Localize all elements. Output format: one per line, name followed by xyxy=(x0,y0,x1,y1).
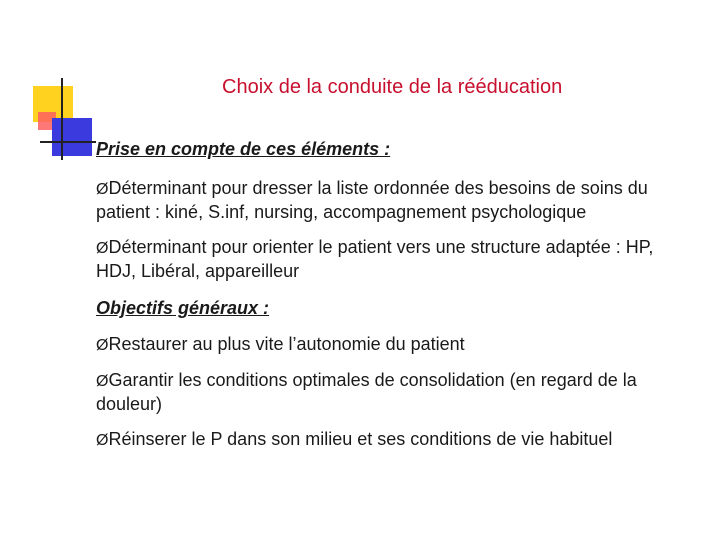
arrow-bullet-icon: Ø xyxy=(96,373,109,390)
arrow-bullet-icon: Ø xyxy=(96,181,109,198)
arrow-bullet-icon: Ø xyxy=(96,337,109,354)
bullet-item xyxy=(96,428,696,452)
arrow-bullet-icon: Ø xyxy=(96,432,109,449)
bullet-text: Déterminant pour dresser la liste ordonnée des besoins de soins du patient : kiné, S.inf, nursing, accompagnement psychologique xyxy=(96,178,648,222)
bullet-item xyxy=(96,333,696,357)
bullet-text: Déterminant pour orienter le patient vers une structure adaptée : HP, HDJ, Libéral, appareilleur xyxy=(96,237,654,281)
decor-horizontal-line xyxy=(40,141,96,143)
bullet-item xyxy=(96,177,696,224)
bullet-item xyxy=(96,236,696,283)
bullet-text: Réinserer le P dans son milieu et ses conditions de vie habituel xyxy=(108,429,613,449)
bullet-text: Restaurer au plus vite l’autonomie du patient xyxy=(108,334,465,354)
slide-content xyxy=(96,138,696,464)
section-heading-elements: Prise en compte de ces éléments : xyxy=(96,139,391,159)
slide-title: Choix de la conduite de la rééducation xyxy=(222,76,563,98)
decor-blue-square xyxy=(52,118,92,156)
section-heading-objectives: Objectifs généraux : xyxy=(96,298,270,318)
decor-vertical-line xyxy=(61,78,63,160)
bullet-text: Garantir les conditions optimales de consolidation (en regard de la douleur) xyxy=(96,370,637,414)
bullet-item xyxy=(96,369,696,416)
arrow-bullet-icon: Ø xyxy=(96,240,109,257)
